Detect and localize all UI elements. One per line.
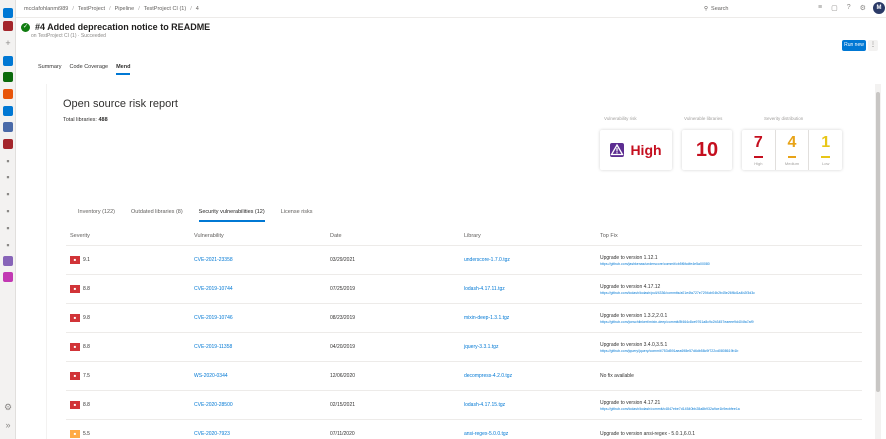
severity-medium	[775, 130, 809, 170]
table-row[interactable]	[66, 304, 862, 333]
severity-badge-icon: ■	[70, 343, 80, 351]
date-cell: 04/20/2019	[330, 344, 356, 350]
top-fix-link[interactable]: https://github.com/lodash/lodash/commit/c4847ebe7d14540bb28a8b932a9ce1b9ecbfee1a	[600, 406, 740, 411]
tab-mend[interactable]: Mend	[116, 64, 130, 75]
vulnerable-libraries-value: 10	[682, 130, 732, 170]
tab-inventory[interactable]: Inventory (122)	[78, 209, 115, 215]
search-placeholder: Search	[711, 6, 729, 12]
table-row[interactable]	[66, 420, 862, 439]
severity-high-label: High	[754, 161, 763, 166]
warning-icon	[610, 143, 624, 157]
extension-icon-4[interactable]: ▪	[6, 206, 10, 216]
date-cell: 07/11/2020	[330, 431, 355, 437]
extension-icon-7[interactable]	[3, 256, 13, 266]
severity-low-count: 1	[821, 130, 830, 158]
library-link[interactable]: decompress-4.2.0.tgz	[464, 373, 513, 379]
vulnerable-libraries-label: Vulnerable libraries	[684, 116, 723, 121]
severity-badge-icon: ■	[70, 285, 80, 293]
azure-devops-icon[interactable]	[3, 8, 13, 18]
breadcrumb-item[interactable]: 4	[195, 5, 199, 12]
cvss-score: 9.1	[83, 257, 90, 263]
severity-badge-icon: ■	[70, 401, 80, 409]
severity-cell	[66, 285, 194, 293]
severity-badge-icon: ■	[70, 314, 80, 322]
scrollbar-thumb[interactable]	[876, 92, 880, 392]
vulnerability-link[interactable]: CVE-2019-10744	[194, 286, 233, 292]
list-icon[interactable]: ≡	[818, 4, 823, 11]
run-new-button[interactable]: Run new	[842, 40, 866, 51]
breadcrumb-separator: /	[109, 5, 111, 12]
severity-distribution-card	[742, 130, 842, 170]
top-icons	[818, 4, 866, 12]
table-row[interactable]	[66, 391, 862, 420]
header-top-fix[interactable]: Top Fix	[600, 232, 618, 239]
settings-icon[interactable]: ⚙	[3, 402, 13, 412]
top-bar	[16, 0, 886, 18]
vulnerability-link[interactable]: CVE-2020-28500	[194, 402, 233, 408]
boards-icon[interactable]	[3, 72, 13, 82]
severity-badge-icon: ■	[70, 430, 80, 438]
library-link[interactable]: mixin-deep-1.3.1.tgz	[464, 315, 510, 321]
top-fix-link[interactable]: https://github.com/jonschlinkert/mixin-deep/commit/8f464c8ce9761a8c9c2b3457eaeee9d404fa7af9	[600, 319, 754, 324]
table-row[interactable]	[66, 275, 862, 304]
table-row[interactable]	[66, 333, 862, 362]
header-severity[interactable]: Severity	[70, 232, 90, 239]
header-date[interactable]: Date	[330, 232, 342, 239]
risk-card	[600, 130, 672, 170]
breadcrumb	[16, 6, 199, 12]
table-row[interactable]	[66, 362, 862, 391]
breadcrumb-item[interactable]: TestProject CI (1)	[143, 5, 187, 12]
severity-cell	[66, 314, 194, 322]
severity-medium-count: 4	[788, 130, 797, 158]
avatar[interactable]: M	[873, 2, 885, 14]
top-fix-cell	[600, 431, 862, 437]
vulnerability-link[interactable]: CVE-2021-23358	[194, 257, 233, 263]
severity-badge-icon: ■	[70, 372, 80, 380]
overview-icon[interactable]	[3, 56, 13, 66]
top-fix-link[interactable]: https://github.com/lodash/lodash/pull/4336/commits/a01e4fa727e7294cb04b2b45e26f6d1a4b2f3d3c	[600, 290, 755, 295]
severity-medium-label: Medium	[784, 161, 800, 166]
user-settings-icon[interactable]: ⚙	[859, 5, 866, 12]
vulnerability-link[interactable]: CVE-2019-11358	[194, 344, 233, 350]
top-fix-link[interactable]: https://github.com/jquery/jquery/commit/753d591aea698e57d6db58c9f722cd0808619b1b	[600, 348, 739, 353]
extension-icon-1[interactable]: ▪	[6, 156, 10, 166]
table-row[interactable]	[66, 246, 862, 275]
breadcrumb-separator: /	[72, 5, 74, 12]
tab-outdated-libraries[interactable]: Outdated libraries (8)	[131, 209, 183, 215]
extension-icon-2[interactable]: ▪	[6, 172, 10, 182]
top-fix-link[interactable]: https://github.com/jashkenas/underscore/commit/cb5f6fcdfe4e5a00080	[600, 261, 710, 266]
top-fix-cell	[600, 313, 862, 324]
left-nav-rail	[0, 0, 16, 439]
severity-low	[808, 130, 842, 170]
library-link[interactable]: lodash-4.17.11.tgz	[464, 286, 505, 292]
severity-cell	[66, 372, 194, 380]
run-tabs	[38, 64, 130, 75]
extension-icon-3[interactable]: ▪	[6, 189, 10, 199]
vulnerability-link[interactable]: CVE-2020-7923	[194, 431, 230, 437]
run-title-text: #4 Added deprecation notice to README	[35, 22, 211, 32]
breadcrumb-item[interactable]: mcclafohlanmi989	[24, 5, 69, 12]
severity-cell	[66, 401, 194, 409]
library-link[interactable]: ansi-regex-5.0.0.tgz	[464, 431, 509, 437]
library-link[interactable]: lodash-4.17.15.tgz	[464, 402, 506, 408]
repos-icon[interactable]	[3, 89, 13, 99]
top-fix-cell	[600, 342, 862, 353]
tab-license-risks[interactable]: License risks	[280, 209, 313, 215]
tab-code-coverage[interactable]: Code Coverage	[69, 64, 109, 70]
report-subtabs	[78, 209, 313, 222]
breadcrumb-item[interactable]: Pipeline	[114, 5, 135, 12]
vulnerability-link[interactable]: CVE-2019-10746	[194, 315, 233, 321]
table-header	[66, 226, 862, 246]
cvss-score: 8.8	[83, 402, 90, 408]
header-library[interactable]: Library	[464, 232, 481, 239]
run-title	[21, 22, 210, 32]
bag-icon[interactable]: ▢	[831, 5, 838, 12]
cvss-score: 9.8	[83, 315, 90, 321]
add-icon[interactable]: +	[5, 38, 11, 48]
vulnerability-link[interactable]: WS-2020-0344	[194, 373, 228, 379]
severity-cell	[66, 256, 194, 264]
date-cell: 02/15/2021	[330, 402, 356, 408]
cvss-score: 8.8	[83, 344, 90, 350]
total-libraries-label: Total libraries:	[63, 117, 97, 123]
test-plans-icon[interactable]	[3, 122, 13, 132]
extension-icon-8[interactable]	[3, 272, 13, 282]
severity-high	[742, 130, 775, 170]
cvss-score: 5.5	[83, 431, 90, 437]
top-fix-cell	[600, 373, 862, 379]
total-libraries	[63, 117, 108, 123]
date-cell: 03/29/2021	[330, 257, 356, 263]
help-icon[interactable]: ?	[846, 4, 851, 11]
breadcrumb-separator: /	[190, 5, 192, 12]
top-fix-cell	[600, 284, 862, 295]
run-subtitle: on TestProject CI (1) · Succeeded	[31, 33, 106, 39]
severity-cell	[66, 430, 194, 438]
success-check-icon: ✓	[22, 23, 29, 30]
report-title: Open source risk report	[63, 98, 178, 110]
date-cell: 08/23/2019	[330, 315, 356, 321]
project-icon[interactable]	[3, 21, 13, 31]
vertical-scrollbar[interactable]	[875, 84, 881, 439]
total-libraries-value: 488	[98, 117, 108, 123]
more-actions-button[interactable]: ⋮	[868, 40, 878, 51]
search-icon: ⚲	[704, 6, 709, 12]
risk-label: Vulnerability risk	[604, 116, 637, 121]
artifacts-icon[interactable]	[3, 139, 13, 149]
top-fix-cell	[600, 255, 862, 266]
top-fix-cell	[600, 400, 862, 411]
library-link[interactable]: underscore-1.7.0.tgz	[464, 257, 510, 263]
extension-icon-5[interactable]: ▪	[6, 223, 10, 233]
top-fix-text: Upgrade to version 4.17.12	[600, 283, 661, 290]
severity-distribution-label: Severity distribution	[764, 116, 804, 121]
top-fix-text: Upgrade to version ansi-regex - 5.0.1,6.0.1	[600, 431, 696, 437]
tab-summary[interactable]: Summary	[38, 64, 62, 70]
risk-value: High	[630, 142, 662, 158]
severity-cell	[66, 343, 194, 351]
breadcrumb-separator: /	[138, 5, 140, 12]
collapse-icon[interactable]: »	[5, 420, 11, 430]
library-link[interactable]: jquery-3.3.1.tgz	[464, 344, 499, 350]
severity-low-label: Low	[822, 161, 830, 166]
cvss-score: 8.8	[83, 286, 90, 292]
cvss-score: 7.5	[83, 373, 90, 379]
date-cell: 12/06/2020	[330, 373, 356, 379]
top-fix-text: Upgrade to version 1.12.1	[600, 254, 658, 261]
tab-security-vulnerabilities[interactable]: Security vulnerabilities (12)	[199, 209, 265, 222]
vulnerabilities-table	[66, 226, 862, 439]
search-box[interactable]	[704, 4, 814, 14]
severity-high-count: 7	[754, 130, 763, 158]
extension-icon-6[interactable]: ▪	[6, 240, 10, 250]
severity-badge-icon: ■	[70, 256, 80, 264]
breadcrumb-item[interactable]: TestProject	[77, 5, 106, 12]
top-fix-text: No fix available	[600, 373, 634, 379]
pipelines-icon[interactable]	[3, 106, 13, 116]
date-cell: 07/25/2019	[330, 286, 356, 292]
top-fix-text: Upgrade to version 3.4.0,3.5.1	[600, 341, 668, 348]
top-fix-text: Upgrade to version 1.3.2,2.0.1	[600, 312, 668, 319]
top-fix-text: Upgrade to version 4.17.21	[600, 399, 661, 406]
header-vulnerability[interactable]: Vulnerability	[194, 232, 224, 239]
